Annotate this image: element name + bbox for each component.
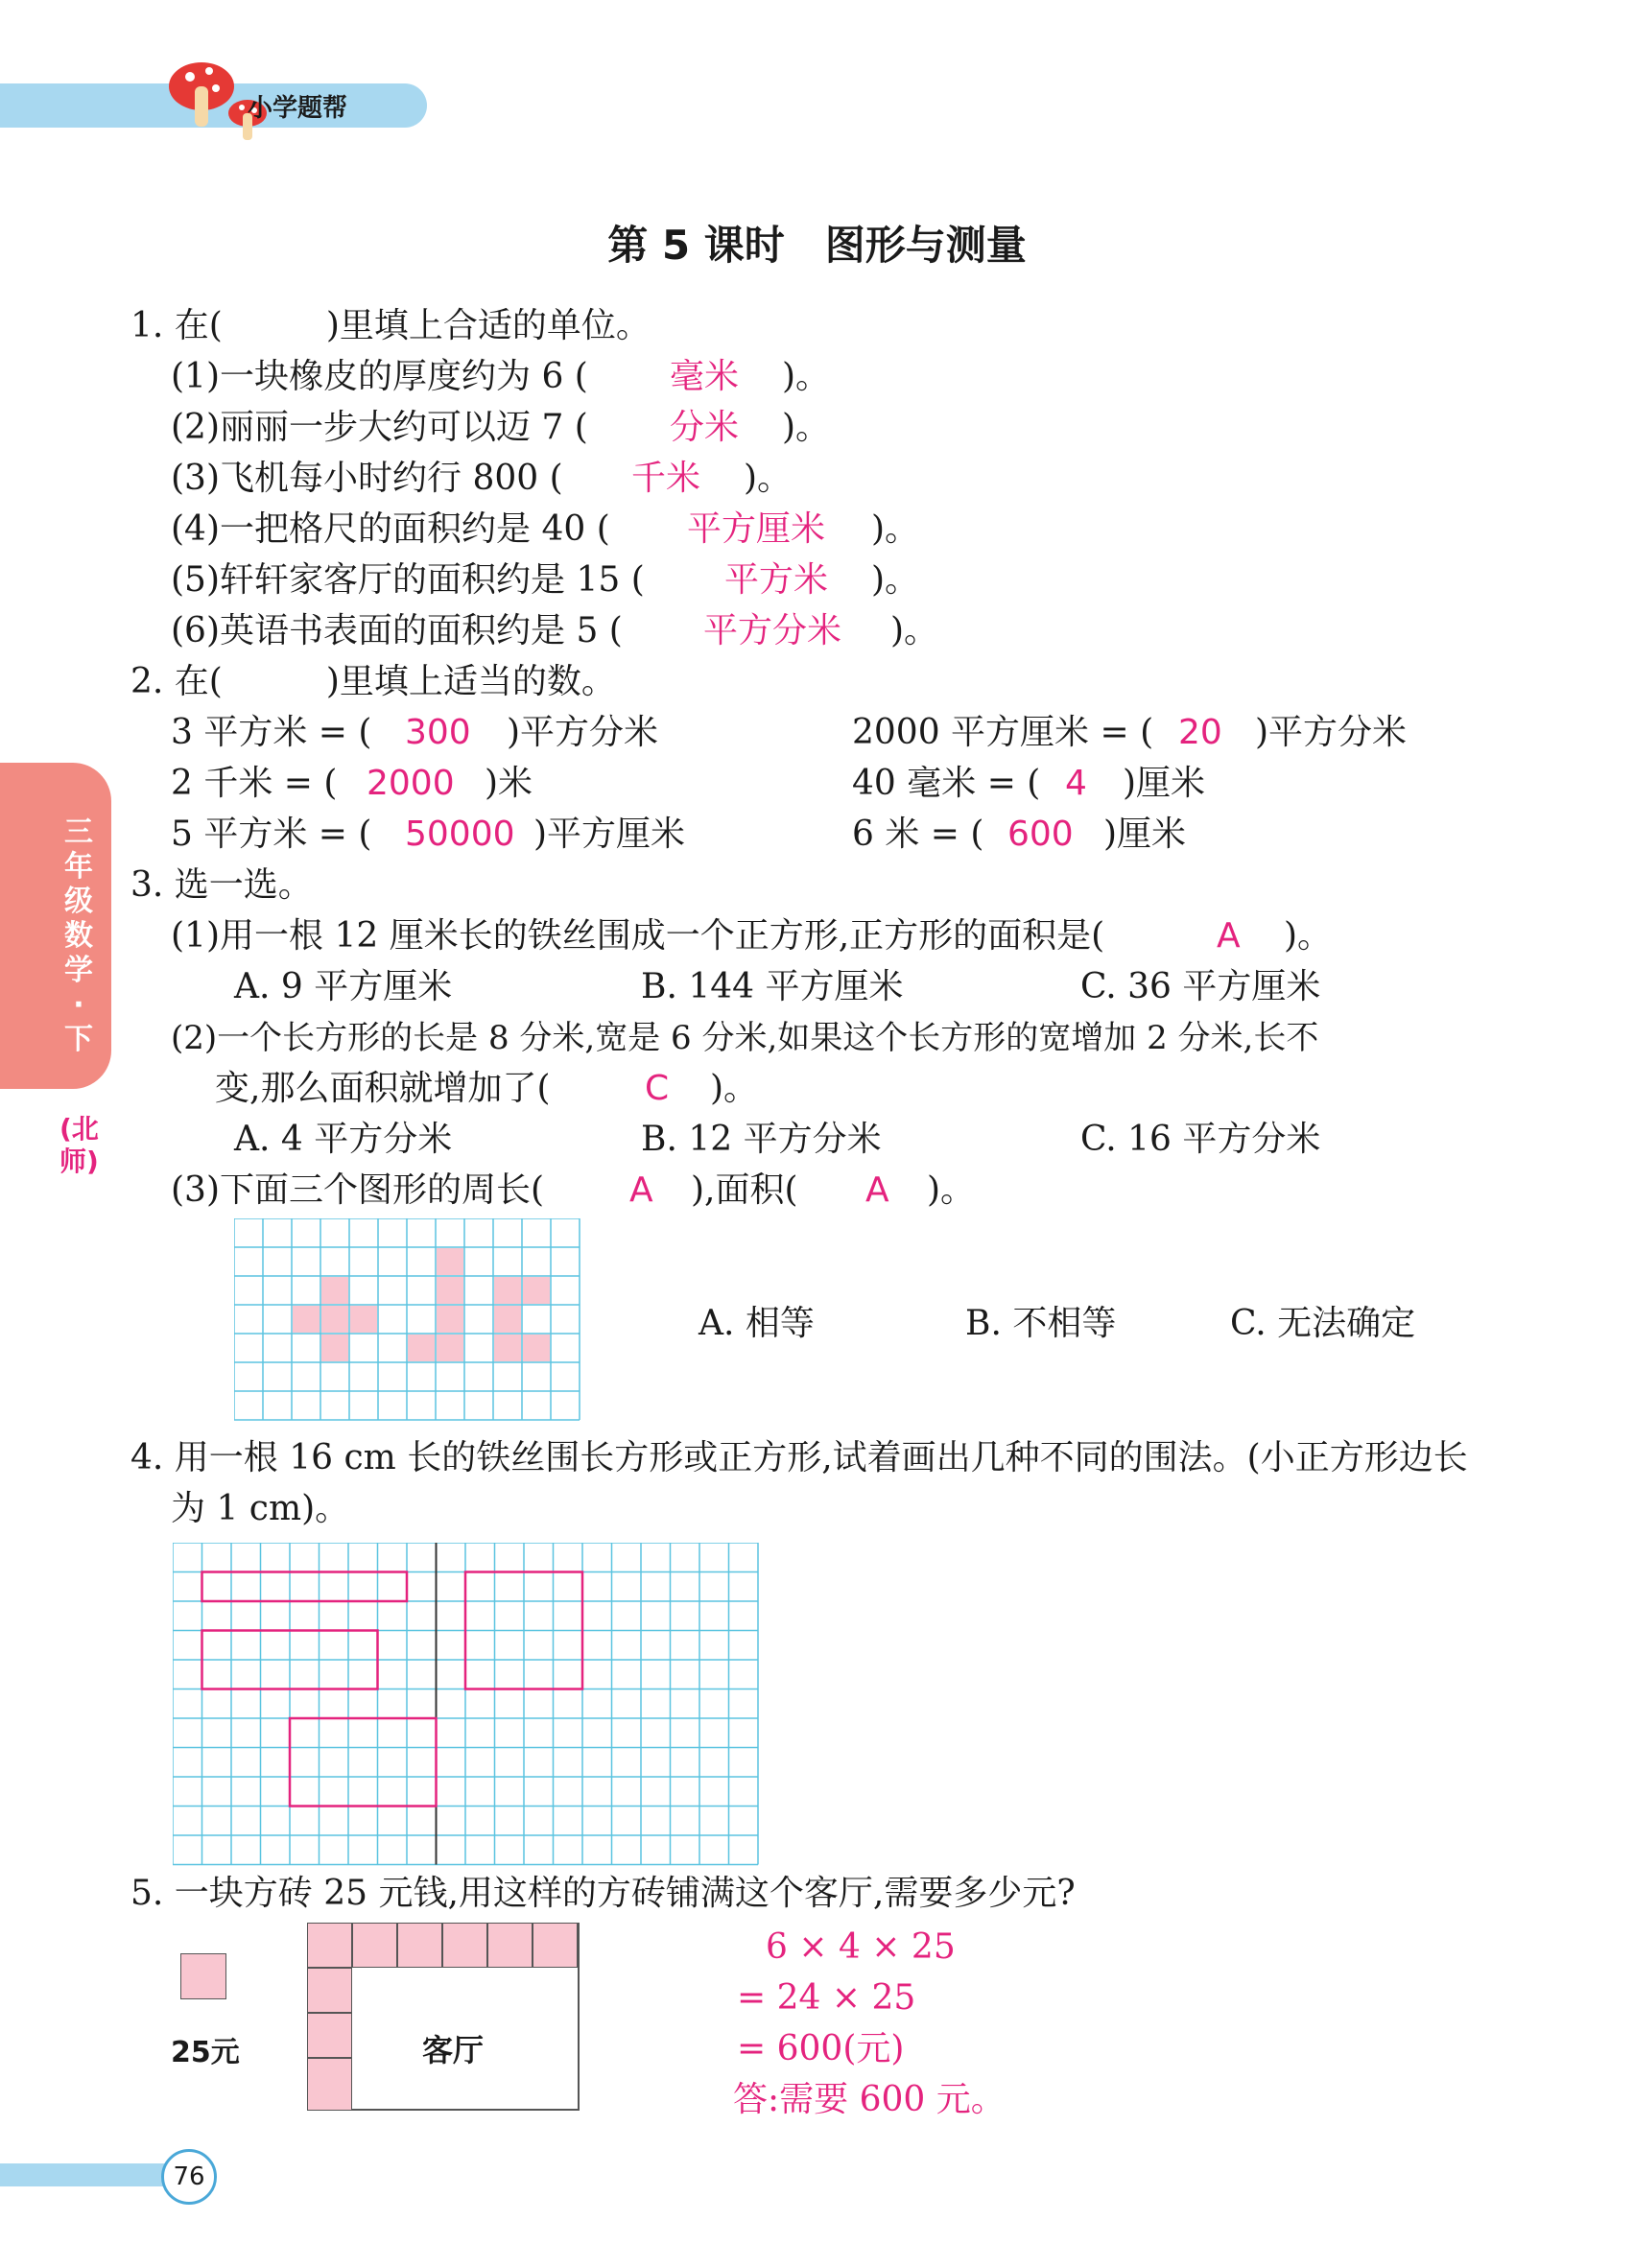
q3-p3-answer-area: A <box>865 1170 889 1210</box>
shape-c-cell <box>523 1277 550 1304</box>
solution-line-1: 6 × 4 × 25 <box>766 1927 956 1967</box>
q3-shapes-grid <box>234 1218 589 1426</box>
q2-answer-5: 50000 <box>405 815 515 854</box>
q2-pre-6: 6 米 = ( <box>852 815 984 854</box>
solution-line-2: = 24 × 25 <box>737 1978 916 2018</box>
shape-cross-cell <box>293 1306 320 1333</box>
q3-p3-answer-perimeter: A <box>629 1170 653 1210</box>
room-tile <box>352 1923 397 1968</box>
q3-p1-answer: A <box>1217 916 1241 956</box>
q1-close-4: )。 <box>871 509 920 549</box>
q2-post-1: )平方分米 <box>507 713 659 752</box>
room-tile <box>307 2058 352 2111</box>
q2-answer-4: 4 <box>1065 764 1087 803</box>
page-number: 76 <box>161 2149 217 2205</box>
q3-p2-option-b: B. 12 平方分米 <box>641 1120 882 1159</box>
q2-post-3: )米 <box>485 764 533 803</box>
q2-post-4: )厘米 <box>1123 764 1206 803</box>
q2-post-2: )平方分米 <box>1255 713 1408 752</box>
q3-p2-text: (2)一个长方形的长是 8 分米,宽是 6 分米,如果这个长方形的宽增加 2 分米,长不 <box>171 1019 1319 1057</box>
q2-answer-2: 20 <box>1178 713 1222 752</box>
q2-pre-2: 2000 平方厘米 = ( <box>852 713 1154 752</box>
q3-p1-option-a: A. 9 平方厘米 <box>234 967 453 1006</box>
q2-answer-6: 600 <box>1007 815 1074 854</box>
room-tile <box>307 2013 352 2058</box>
q2-pre-5: 5 平方米 = ( <box>171 815 372 854</box>
room-tile <box>533 1923 578 1968</box>
q1-answer-1: 毫米 <box>670 357 740 396</box>
q2-pre-3: 2 千米 = ( <box>171 764 338 803</box>
q3-p3-option-a: A. 相等 <box>699 1304 815 1343</box>
solution-answer: 答:需要 600 元。 <box>733 2080 1006 2119</box>
q2-answer-1: 300 <box>405 713 471 752</box>
q1-item-3: (3)飞机每小时约行 800 ( <box>171 459 563 498</box>
q1-item-6: (6)英语书表面的面积约是 5 ( <box>171 611 623 650</box>
q3-p1-option-c: C. 36 平方厘米 <box>1080 967 1321 1006</box>
side-tab-edition: (北师) <box>59 1113 99 1177</box>
room-tile <box>487 1923 533 1968</box>
q3-p1-text: (1)用一根 12 厘米长的铁丝围成一个正方形,正方形的面积是( <box>171 916 1105 956</box>
q2-post-5: )平方厘米 <box>533 815 686 854</box>
shape-cross-cell <box>321 1306 348 1333</box>
q1-close-3: )。 <box>744 459 793 498</box>
q1-item-2: (2)丽丽一步大约可以迈 7 ( <box>171 408 588 447</box>
q3-p3-option-b: B. 不相等 <box>965 1304 1117 1343</box>
drawn-rect-7x1 <box>202 1572 408 1602</box>
q3-p3-mid: ),面积( <box>691 1170 798 1210</box>
room-tile <box>397 1923 442 1968</box>
shape-l-cell <box>437 1248 463 1275</box>
q2-pre-4: 40 毫米 = ( <box>852 764 1041 803</box>
q2-post-6: )厘米 <box>1103 815 1187 854</box>
q1-close-6: )。 <box>890 611 939 650</box>
shape-c-cell <box>523 1335 550 1361</box>
q3-stem: 3. 选一选。 <box>130 865 313 905</box>
q1-close-2: )。 <box>782 408 831 447</box>
q2-stem: 2. 在( )里填上适当的数。 <box>130 662 616 701</box>
q1-answer-4: 平方厘米 <box>687 509 826 549</box>
shape-cross-cell <box>321 1335 348 1361</box>
room-tile <box>307 1968 352 2013</box>
shape-c-cell <box>494 1277 521 1304</box>
shape-l-cell <box>408 1335 435 1361</box>
brand-name: 小学题帮 <box>248 94 348 123</box>
q1-stem: 1. 在( )里填上合适的单位。 <box>130 306 651 345</box>
shape-l-cell <box>437 1306 463 1333</box>
room-tile <box>307 1923 352 1968</box>
page-title: 第 5 课时 图形与测量 <box>607 222 1027 269</box>
q3-p2-close: )。 <box>710 1069 759 1108</box>
living-room-label: 客厅 <box>422 2032 485 2068</box>
q3-p2-option-c: C. 16 平方分米 <box>1080 1120 1321 1159</box>
shape-cross-cell <box>321 1277 348 1304</box>
q1-item-4: (4)一把格尺的面积约是 40 ( <box>171 509 610 549</box>
q3-p3-option-c: C. 无法确定 <box>1230 1304 1416 1343</box>
q1-close-1: )。 <box>782 357 831 396</box>
q4-stem-cont: 为 1 cm)。 <box>171 1489 350 1528</box>
q1-item-1: (1)一块橡皮的厚度约为 6 ( <box>171 357 588 396</box>
q1-close-5: )。 <box>871 560 920 600</box>
q1-answer-6: 平方分米 <box>703 611 842 650</box>
shape-c-cell <box>494 1335 521 1361</box>
shape-l-cell <box>437 1335 463 1361</box>
q2-pre-1: 3 平方米 = ( <box>171 713 372 752</box>
shape-cross-cell <box>350 1306 377 1333</box>
q1-answer-5: 平方米 <box>724 560 829 600</box>
side-tab-grade: 三年级数学·下 <box>64 815 93 1056</box>
q4-drawing-grid <box>173 1543 768 1869</box>
solution-line-3: = 600(元) <box>737 2029 905 2068</box>
q3-p3-text: (3)下面三个图形的周长( <box>171 1170 545 1210</box>
q3-p2-option-a: A. 4 平方分米 <box>234 1120 453 1159</box>
q3-p1-close: )。 <box>1284 916 1333 956</box>
q4-stem: 4. 用一根 16 cm 长的铁丝围长方形或正方形,试着画出几种不同的围法。(小正方形边长 <box>130 1438 1468 1477</box>
tile-price-label: 25元 <box>171 2036 240 2069</box>
q3-p3-close: )。 <box>927 1170 976 1210</box>
q1-answer-3: 千米 <box>631 459 701 498</box>
q3-p2-answer: C <box>645 1069 670 1108</box>
footer-bar <box>0 2163 182 2186</box>
q3-p2-text2: 变,那么面积就增加了( <box>215 1069 551 1108</box>
shape-c-cell <box>494 1306 521 1333</box>
shape-l-cell <box>437 1277 463 1304</box>
single-tile <box>180 1953 226 1999</box>
q1-answer-2: 分米 <box>670 408 740 447</box>
q1-item-5: (5)轩轩家客厅的面积约是 15 ( <box>171 560 645 600</box>
room-tile <box>442 1923 487 1968</box>
q3-p1-option-b: B. 144 平方厘米 <box>641 967 904 1006</box>
drawn-rect-5x3 <box>290 1718 437 1807</box>
q5-stem: 5. 一块方砖 25 元钱,用这样的方砖铺满这个客厅,需要多少元? <box>130 1874 1076 1913</box>
q2-answer-3: 2000 <box>367 764 455 803</box>
